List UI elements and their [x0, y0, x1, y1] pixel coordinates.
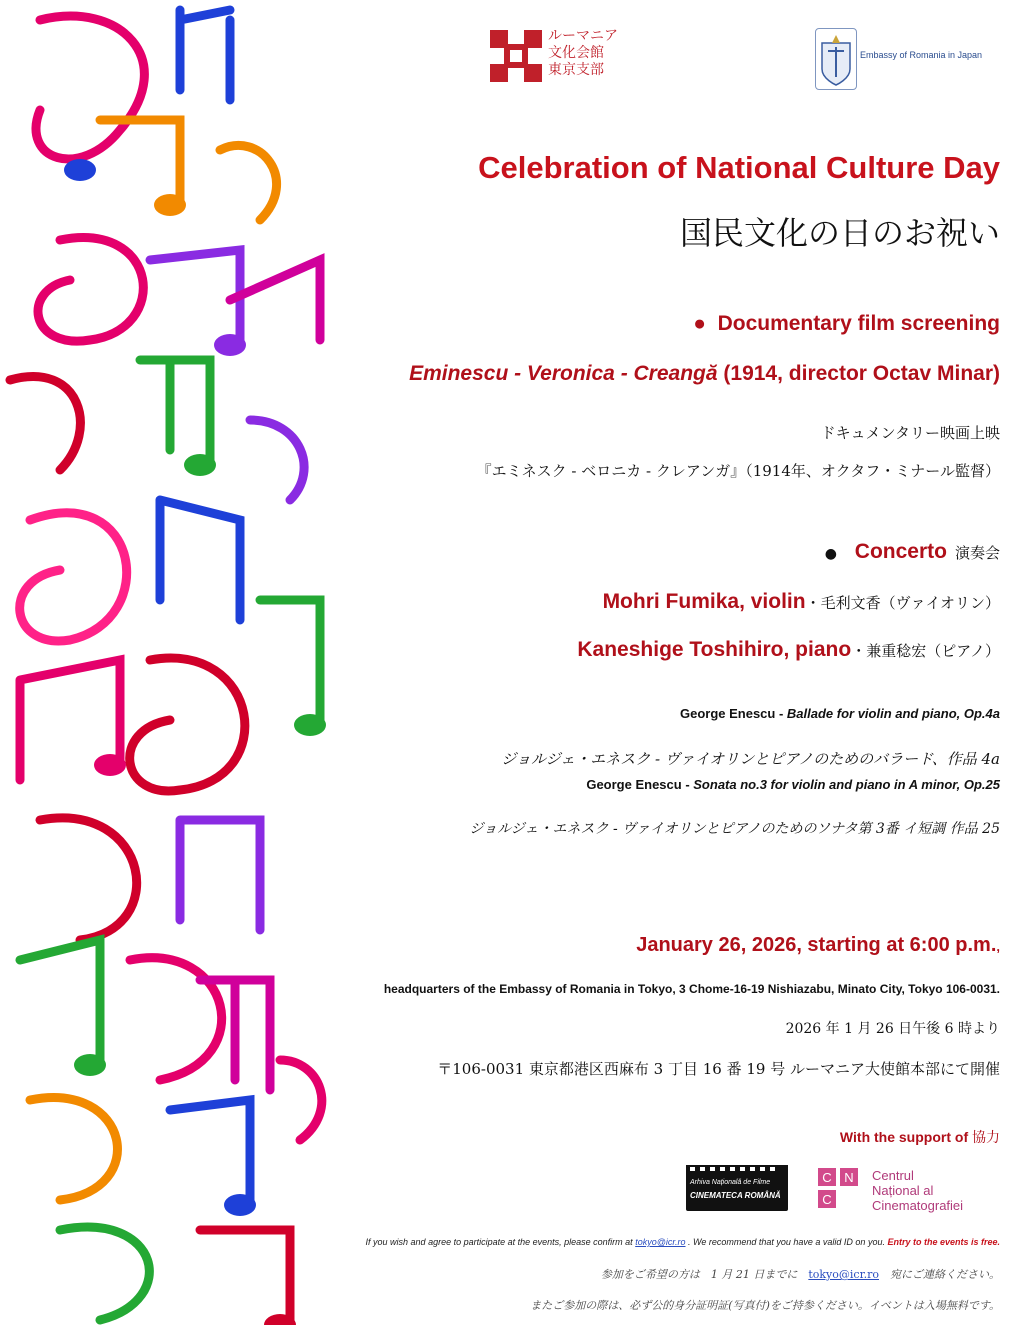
bullet-icon: ● — [693, 312, 718, 335]
archive-line-1: Arhiva Națională de Filme — [690, 1179, 771, 1186]
program-piece-2-jp: ジョルジェ・エネスク - ヴァイオリンとピアノのためのソナタ第 3番 イ短調 作品 25 — [469, 821, 1000, 837]
music-notes-decoration — [0, 0, 350, 1325]
event-venue-jp: 〒106-0031 東京都港区西麻布 3 丁目 16 番 19 号 ルーマニア大使館本部にて開催 — [437, 1060, 1000, 1078]
cnc-name-line: Centrul — [872, 1168, 914, 1183]
event-date — [636, 934, 1000, 957]
event-date-label: January 26, 2026, starting at 6:00 p.m. — [636, 934, 997, 956]
footer-free-entry: Entry to the events is free. — [887, 1237, 1000, 1247]
film-title: Eminescu - Veronica - Creangă — [409, 362, 718, 385]
performer-piano-jp: ・兼重稔宏（ピアノ） — [851, 642, 1000, 660]
icr-name-line: 文化会館 — [548, 45, 604, 61]
cnc-name-line: Cinematografiei — [872, 1198, 964, 1213]
performer-piano — [577, 638, 1000, 662]
svg-text:N: N — [844, 1170, 854, 1185]
icr-name-line: ルーマニア — [548, 28, 618, 44]
film-heading-label: Documentary film screening — [717, 312, 1000, 335]
program-piece-2 — [586, 777, 1000, 792]
svg-text:C: C — [822, 1170, 832, 1185]
page-title-jp: 国民文化の日のお祝い — [679, 214, 1000, 252]
music-notes-icon — [0, 0, 350, 1325]
piece-title: Ballade for violin and piano, Op.4a — [786, 706, 1000, 721]
footer-en-text: . We recommend that you have a valid ID on you. — [685, 1237, 888, 1247]
email-link[interactable]: tokyo@icr.ro — [635, 1237, 686, 1247]
icr-name — [548, 28, 618, 79]
piece-composer: George Enescu - — [679, 706, 787, 721]
footer-jp-1 — [601, 1266, 1000, 1282]
concert-heading-label: Concerto — [854, 540, 947, 563]
event-date-jp: 2026 年 1 月 26 日午後 6 時より — [785, 1021, 1000, 1037]
concert-heading-jp: 演奏会 — [954, 544, 1000, 562]
page-title: Celebration of National Culture Day — [478, 150, 1000, 185]
film-title-jp: 『エミネスク - ベロニカ - クレアンガ』（1914年、オクタフ・ミナール監督） — [476, 462, 1000, 480]
romania-coat-of-arms-icon — [815, 28, 857, 90]
piece-composer: George Enescu - — [586, 777, 694, 792]
piece-title: Sonata no.3 for violin and piano in A minor, Op.25 — [693, 777, 1000, 792]
film-heading-jp: ドキュメンタリー映画上映 — [820, 424, 1000, 442]
support-label-jp: 協力 — [972, 1130, 1000, 1146]
performer-violin — [603, 590, 1000, 614]
cnc-name — [872, 1168, 963, 1213]
cnc-name-line: Național al — [872, 1183, 934, 1198]
icr-name-line: 東京支部 — [548, 62, 604, 78]
film-title-line — [409, 362, 1000, 386]
icr-logo-icon — [490, 30, 542, 82]
embassy-name: Embassy of Romania in Japan — [860, 50, 983, 60]
archive-line-2: CINEMATECA ROMÂNĂ — [690, 1191, 781, 1200]
footer-jp-2: またご参加の際は、必ず公的身分証明証(写真付)をご持参ください。イベントは入場無料です。 — [530, 1299, 1000, 1312]
performer-violin-name: Mohri Fumika, violin — [602, 590, 806, 613]
cnc-logo-icon — [818, 1168, 858, 1208]
performer-violin-jp: ・毛利文香（ヴァイオリン） — [805, 594, 1000, 612]
film-meta: (1914, director Octav Minar) — [717, 362, 1000, 385]
footer-en — [366, 1237, 1000, 1247]
film-heading — [693, 312, 1000, 336]
footer-jp-text: 参加をご希望の方は 1 月 21 日までに — [600, 1268, 809, 1281]
footer-en-text: If you wish and agree to participate at the events, please confirm at — [365, 1237, 636, 1247]
support-label-en: With the support of — [839, 1129, 972, 1145]
email-link-jp[interactable]: tokyo@icr.ro — [808, 1268, 879, 1281]
support-label — [840, 1127, 1000, 1147]
event-venue: headquarters of the Embassy of Romania in Tokyo, 3 Chome-16-19 Nishiazabu, Minato City, Tokyo 106-0031. — [383, 982, 1000, 996]
film-strip-icon — [686, 1165, 788, 1211]
concert-heading — [825, 540, 1000, 564]
footer-jp-text: 宛にご連絡ください。 — [879, 1268, 1000, 1281]
event-date-suffix: , — [996, 939, 1000, 954]
program-piece-1-jp: ジョルジェ・エネスク - ヴァイオリンとピアノのためのバラード、作品 4a — [501, 750, 1000, 768]
svg-text:C: C — [822, 1192, 832, 1207]
cinemateca-romana-logo — [686, 1165, 788, 1211]
bullet-icon: ● — [824, 546, 855, 562]
performer-piano-name: Kaneshige Toshihiro, piano — [577, 638, 852, 661]
program-piece-1 — [680, 706, 1000, 721]
